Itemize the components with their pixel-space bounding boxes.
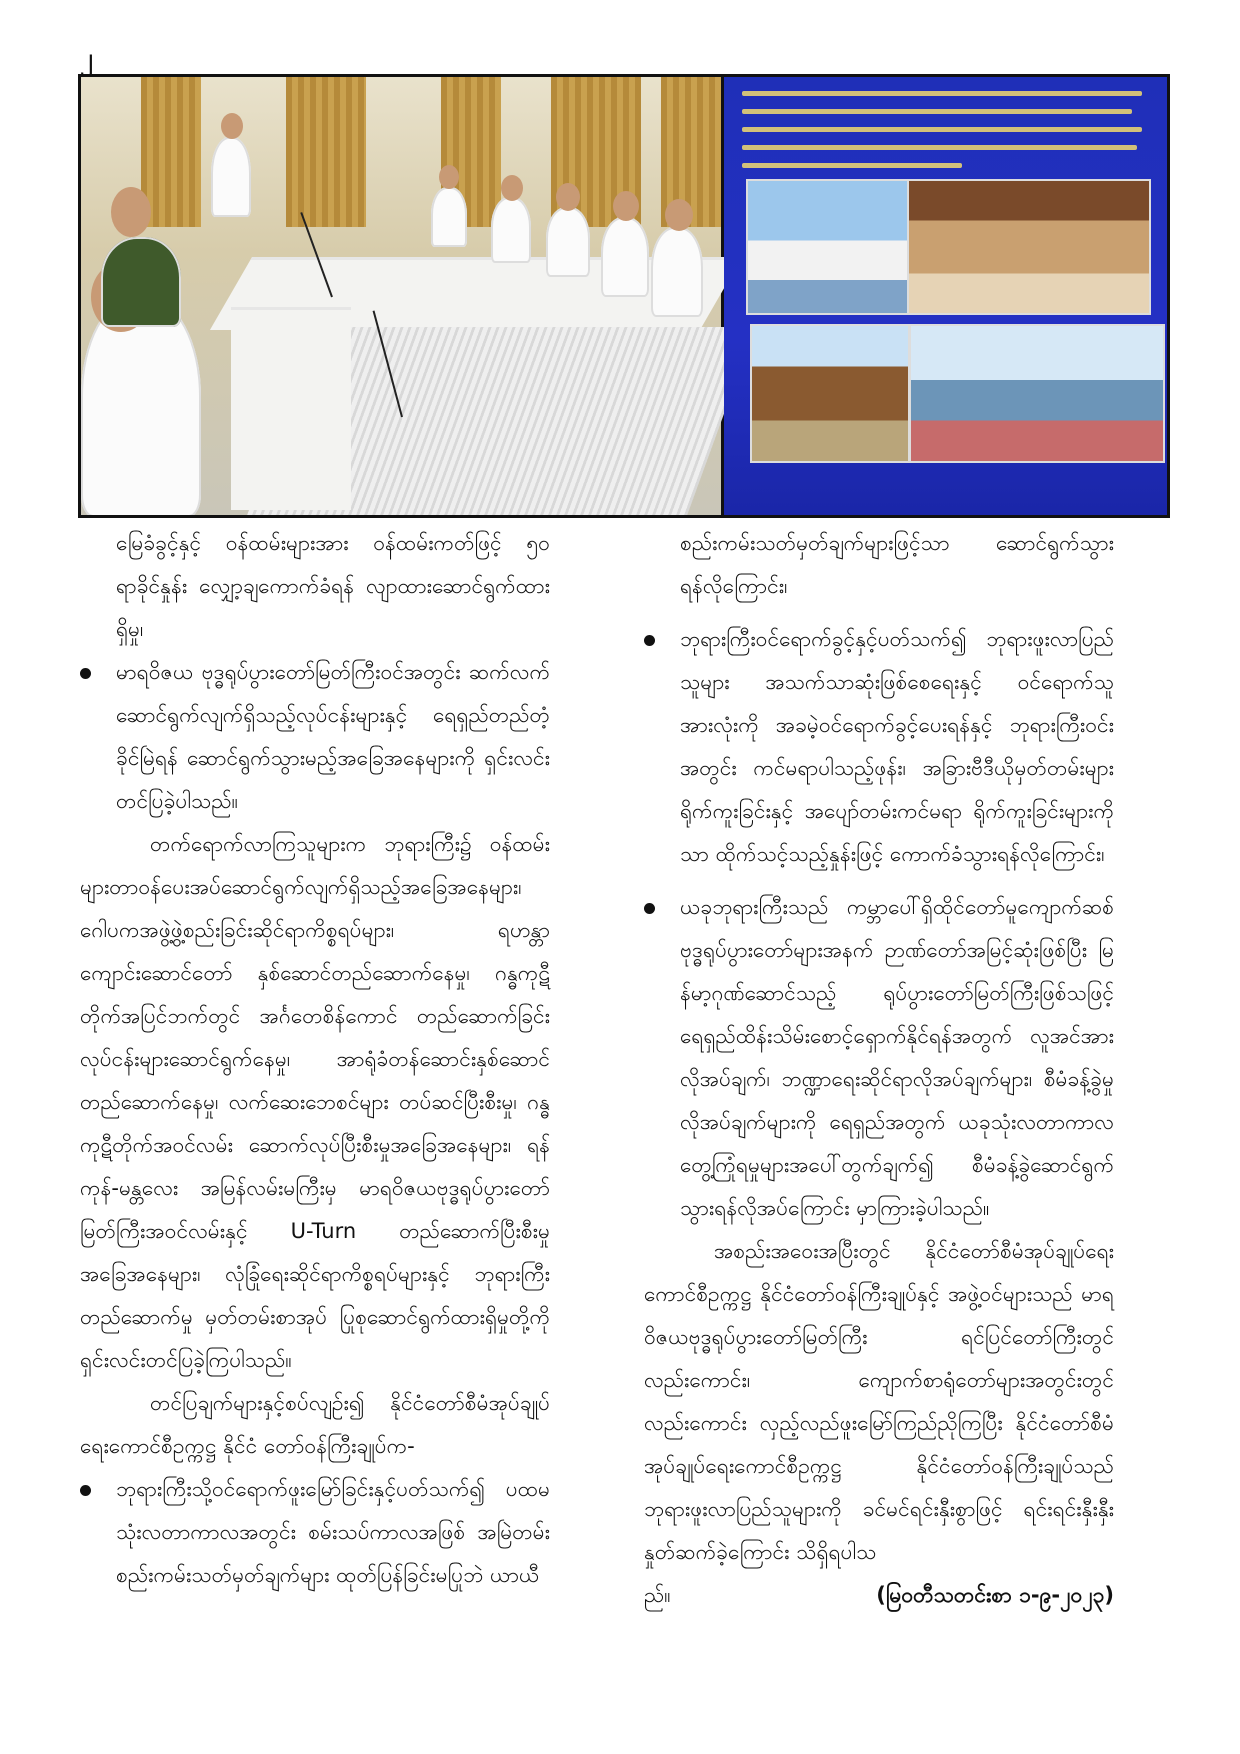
bullet-text: ဘုရားကြီးသို့ဝင်ရောက်ဖူးမြော်ခြင်းနှင့်ပတ်သက်၍ ပထမသုံးလတာကာလအတွင်း စမ်းသပ်ကာလအဖြစ် အမြဲတမ်းစည်းကမ်းသတ်မှတ်ချက်များ ထုတ်ပြန်ခြင်းမပြုဘဲ ယာယီ (116, 1477, 550, 1587)
left-column (80, 522, 550, 1597)
slide-image-water-station (746, 179, 928, 315)
paragraph: တက်ရောက်လာကြသူများက ဘုရားကြီး၌ ဝန်ထမ်းများတာဝန်ပေးအပ်ဆောင်ရွက်လျက်ရှိသည့်အခြေအနေများ၊ ဂေါပကအဖွဲ့ဖွဲ့စည်းခြင်းဆိုင်ရာကိစ္စရပ်များ၊ ရဟန္တာ ကျောင်းဆောင်တော် နှစ်ဆောင်တည်ဆောက်နေမှု၊ ဂန္ဓကုဋီတိုက်အပြင်ဘက်တွင် အင်္ဂတေစိန်ကောင် တည်ဆောက်ခြင်းလုပ်ငန်းများဆောင်ရွက်နေမှု၊ အာရုံခံတန်ဆောင်းနှစ်ဆောင် တည်ဆောက်နေမှု၊ လက်ဆေးဘေစင်များ တပ်ဆင်ပြီးစီးမှု၊ ဂန္ဓကုဋီတိုက်အဝင်လမ်း ဆောက်လုပ်ပြီးစီးမှုအခြေအနေများ၊ ရန်ကုန်-မန္တလေး အမြန်လမ်းမကြီးမှ မာရဝိဇယဗုဒ္ဓရုပ်ပွားတော်မြတ်ကြီးအဝင်လမ်းနှင့် U-Turn တည်ဆောက်ပြီးစီးမှု အခြေအနေများ၊ လုံခြုံရေးဆိုင်ရာကိစ္စရပ်များနှင့် ဘုရားကြီးတည်ဆောက်မှု မှတ်တမ်းစာအုပ် ပြုစုဆောင်ရွက်ထားရှိမှုတို့ကို ရှင်းလင်းတင်ပြခဲ့ကြပါသည်။ (80, 832, 550, 1372)
bullet-item (80, 651, 550, 823)
paragraph: အစည်းအဝေးအပြီးတွင် နိုင်ငံတော်စီမံအုပ်ချုပ်ရေးကောင်စီဥက္ကဋ္ဌ နိုင်ငံတော်ဝန်ကြီးချုပ်နှင့် အဖွဲ့ဝင်များသည် မာရဝိဇယဗုဒ္ဓရုပ်ပွားတော်မြတ်ကြီး ရင်ပြင်တော်ကြီးတွင်လည်းကောင်း၊ ကျောက်စာရုံတော်များအတွင်းတွင်လည်းကောင်း လှည့်လည်ဖူးမြော်ကြည်ညိုကြပြီး နိုင်ငံတော်စီမံအုပ်ချုပ်ရေးကောင်စီဥက္ကဋ္ဌ နိုင်ငံတော်ဝန်ကြီးချုပ်သည် ဘုရားဖူးလာပြည်သူများကို ခင်မင်ရင်းနှီးစွာဖြင့် ရင်းရင်းနှီးနှီးနှုတ်ဆက်ခဲ့ကြောင်း သိရှိရပါသ (644, 1239, 1114, 1564)
bullet-item (80, 1468, 550, 1597)
slide-image-crowd (909, 324, 1165, 463)
paragraph: စည်းကမ်းသတ်မှတ်ချက်များဖြင့်သာ ဆောင်ရွက်သွားရန်လိုကြောင်း၊ (680, 531, 1114, 598)
bullet-icon (644, 635, 655, 646)
source-line (644, 1574, 1114, 1617)
figure (78, 74, 1170, 518)
page-number: ၂ (80, 42, 93, 72)
bullet-text: ယခုဘုရားကြီးသည် ကမ္ဘာပေါ်ရှိထိုင်တော်မူကျောက်ဆစ်ဗုဒ္ဓရုပ်ပွားတော်များအနက် ဉာဏ်တော်အမြင့်ဆုံးဖြစ်ပြီး မြန်မာ့ဂုဏ်ဆောင်သည့် ရုပ်ပွားတော်မြတ်ကြီးဖြစ်သဖြင့် ရေရှည်ထိန်းသိမ်းစောင့်ရှောက်နိုင်ရန်အတွက် လူအင်အားလိုအပ်ချက်၊ ဘဏ္ဍာရေးဆိုင်ရာလိုအပ်ချက်များ၊ စီမံခန့်ခွဲမှုလိုအပ်ချက်များကို ရေရှည်အတွက် ယခုသုံးလတာကာလ တွေ့ကြုံရမှုများအပေါ်တွက်ချက်၍ စီမံခန့်ခွဲဆောင်ရွက်သွားရန်လိုအပ်ကြောင်း မှာကြားခဲ့ပါသည်။ (680, 895, 1114, 1220)
paragraph-end: ည်။ (644, 1583, 671, 1607)
bullet-item (644, 618, 1114, 876)
bullet-text: မာရဝိဇယ ဗုဒ္ဓရုပ်ပွားတော်မြတ်ကြီးဝင်အတွင်း ဆက်လက်ဆောင်ရွက်လျက်ရှိသည့်လုပ်ငန်းများနှင့် ရေရှည်တည်တံ့ခိုင်မြဲရန် ဆောင်ရွက်သွားမည့်အခြေအနေများကို ရှင်းလင်းတင်ပြခဲ့ပါသည်။ (116, 660, 550, 813)
paragraph: တင်ပြချက်များနှင့်စပ်လျဉ်း၍ နိုင်ငံတော်စီမံအုပ်ချုပ်ရေးကောင်စီဥက္ကဋ္ဌ နိုင်ငံ တော်ဝန်ကြီးချုပ်က- (80, 1391, 550, 1458)
right-column (644, 522, 1114, 1617)
source-citation: (မြဝတီသတင်းစာ ၁-၉-၂၀၂၃) (876, 1583, 1114, 1607)
slide-text-line (742, 145, 1137, 150)
bullet-icon (80, 1485, 91, 1496)
slide-image-pavilion (750, 324, 910, 463)
bullet-icon (80, 668, 91, 679)
bullet-text: ဘုရားကြီးဝင်ရောက်ခွင့်နှင့်ပတ်သက်၍ ဘုရားဖူးလာပြည်သူများ အသက်သာဆုံးဖြစ်စေရေးနှင့် ဝင်ရောက်သူအားလုံးကို အခမဲ့ဝင်ရောက်ခွင့်ပေးရန်နှင့် ဘုရားကြီးဝင်းအတွင်း ကင်မရာပါသည့်ဖုန်း၊ အခြားဗီဒီယိုမှတ်တမ်းများ ရိုက်ကူးခြင်းနှင့် အပျော်တမ်းကင်မရာ ရိုက်ကူးခြင်းများကိုသာ ထိုက်သင့်သည့်နှုန်းဖြင့် ကောက်ခံသွားရန်လိုကြောင်း၊ (680, 627, 1114, 866)
bullet-icon (644, 903, 655, 914)
slide-image-visitors (907, 179, 1151, 315)
slide-text-line (742, 163, 962, 168)
slide-text-line (742, 109, 1132, 114)
meeting-photo (81, 77, 721, 515)
bullet-item (644, 886, 1114, 1230)
slide-text-line (742, 127, 1142, 132)
slide-text-line (742, 91, 1142, 96)
slide-photo (724, 77, 1167, 515)
paragraph: မြေခံခွင့်နှင့် ဝန်ထမ်းများအား ဝန်ထမ်းကတ်ဖြင့် ၅၀ ရာခိုင်နှုန်း လျှော့ချကောက်ခံရန် လျာထားဆောင်ရွက်ထားရှိမှု၊ (116, 531, 550, 641)
